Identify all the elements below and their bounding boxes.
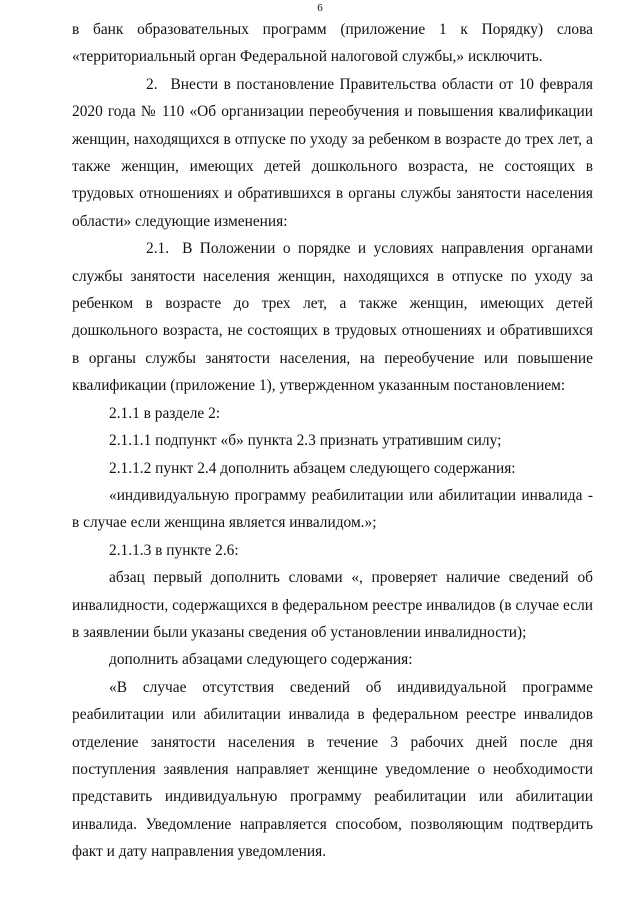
scan-marks: · · · bbox=[577, 891, 595, 896]
paragraph-quote-program: «индивидуальную программу реабилитации или абилитации инвалида - в случае если женщина является инвалидом.»; bbox=[72, 486, 593, 532]
paragraph-text: Внести в постановление Правительства области от 10 февраля 2020 года № 110 «Об организации переобучения и повышения квалификации женщин, находящихся в отпуске по уходу за ребенком в возрасте до трех лет, а также женщин, имеющих детей дошкольного возраста, не состоящих в трудовых отношениях и обратившихся в органы службы занятости населения области» следующие изменения: bbox=[72, 75, 593, 230]
paragraph-quote-notification: «В случае отсутствия сведений об индивидуальной программе реабилитации или абилитации инвалида в федеральном реестре инвалидов отделение занятости населения в течение 3 рабочих дней после дня поступления заявления направляет женщине уведомление о необходимости представить индивидуальную программу реабилитации или абилитации инвалида. Уведомление направляется способом, позволяющим подтвердить факт и дату направления уведомления. bbox=[72, 678, 593, 861]
paragraph-item-2-1-1-1: 2.1.1.1 подпункт «б» пункта 2.3 признать утратившим силу; bbox=[109, 432, 502, 450]
paragraph-item-2-1-1-2: 2.1.1.2 пункт 2.4 дополнить абзацем следующего содержания: bbox=[109, 459, 516, 477]
paragraph-item-2-1 bbox=[72, 235, 593, 399]
paragraph-item-2-1-1-3: 2.1.1.3 в пункте 2.6: bbox=[109, 541, 239, 559]
page-number: 6 bbox=[317, 2, 323, 14]
paragraph-item-2 bbox=[72, 71, 593, 235]
paragraph-text: В Положении о порядке и условиях направления органами службы занятости населения женщин, находящихся в отпуске по уходу за ребенком в возрасте до трех лет, а также женщин, имеющих детей дошкольного возраста, не состоящих в трудовых отношениях и обратившихся в органы службы занятости населения, на переобучение или повышение квалификации (приложение 1), утвержденном указанным постановлением: bbox=[72, 240, 593, 395]
paragraph-item-2-1-1: 2.1.1 в разделе 2: bbox=[109, 404, 221, 422]
paragraph-add-paragraphs: дополнить абзацами следующего содержания: bbox=[109, 651, 413, 669]
item-number: 2. bbox=[146, 75, 158, 93]
paragraph-first-paragraph-addition: абзац первый дополнить словами «, проверяет наличие сведений об инвалидности, содержащихся в федеральном реестре инвалидов (в случае если в заявлении были указаны сведения об установлении инвалидности); bbox=[72, 569, 593, 641]
paragraph-continuation: в банк образовательных программ (приложение 1 к Порядку) слова «территориальный орган Федеральной налоговой службы,» исключить. bbox=[72, 21, 593, 66]
document-body bbox=[72, 16, 593, 866]
item-number: 2.1. bbox=[146, 240, 170, 258]
